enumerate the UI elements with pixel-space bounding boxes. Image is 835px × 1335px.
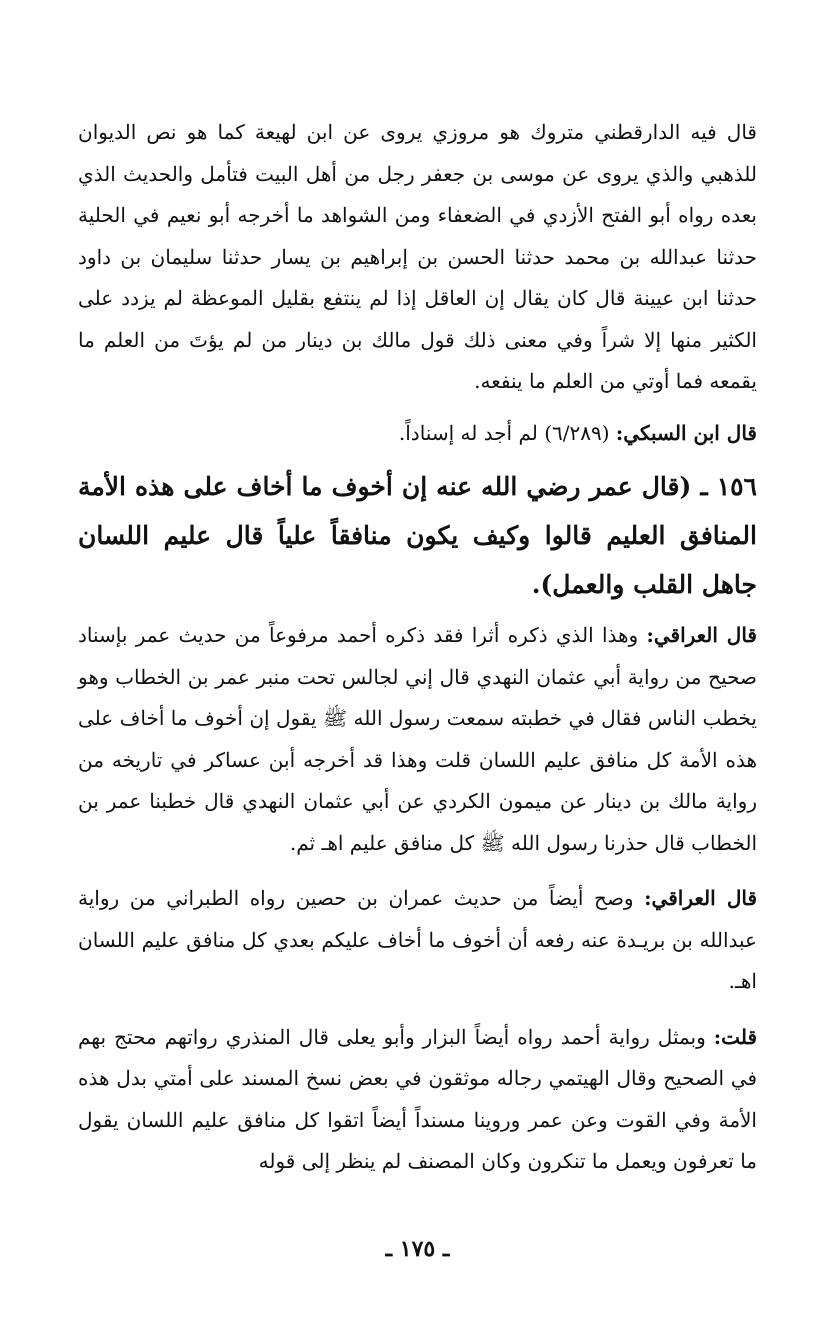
paragraph-qultu <box>78 1017 757 1183</box>
iraqi-2-text: وصح أيضاً من حديث عمران بن حصين رواه الطبراني من رواية عبدالله بن بريـدة عنه رفعه أن أخوف ما أخاف عليكم بعدي كل منافق عليم اللسان اهـ. <box>78 886 757 993</box>
iraqi-1-text: وهذا الذي ذكره أثرا فقد ذكره أحمد مرفوعاً من حديث عمر بإسناد صحيح من رواية أبي عثمان النهدي قال إني لجالس تحت منبر عمر بن الخطاب وهو يخطب الناس فقال في خطبته سمعت رسول الله ﷺ يقول إن أخوف ما أخاف على هذه الأمة كل منافق عليم اللسان قلت وهذا قد أخرجه أبن عساكر في تاريخه من رواية مالك بن دينار عن ميمون الكردي عن أبي عثمان النهدي قال خطبنا عمر بن الخطاب قال حذرنا رسول الله ﷺ كل منافق عليم اهـ ثم. <box>78 623 757 855</box>
qultu-lead: قلت: <box>713 1024 757 1049</box>
qultu-text: وبمثل رواية أحمد رواه أيضاً البزار وأبو يعلى قال المنذري رواتهم محتج بهم في الصحيح وقال الهيتمي رجاله موثقون في بعض نسخ المسند على أمتي بدل هذه الأمة وفي القوت وعن عمر وروينا مسنداً أيضاً اتقوا كل منافق عليم اللسان يقول ما تعرفون ويعمل ما تنكرون وكان المصنف لم ينظر إلى قوله <box>78 1024 757 1173</box>
hadith-heading: ١٥٦ ـ (قال عمر رضي الله عنه إن أخوف ما أخاف على هذه الأمة المنافق العليم قالوا وكيف يكون منافقاً علياً قال عليم اللسان جاهل القلب والعمل). <box>78 472 757 599</box>
subki-lead: قال ابن السبكي: <box>615 420 757 445</box>
paragraph-iraqi-1 <box>78 615 757 864</box>
paragraph-iraqi-2 <box>78 878 757 1003</box>
subki-text: (٦/٢٨٩) لم أجد له إسناداً. <box>398 420 610 445</box>
iraqi-2-lead: قال العراقي: <box>644 886 758 910</box>
page-number: ـ ١٧٥ ـ <box>385 1236 450 1262</box>
iraqi-1-lead: قال العراقي: <box>646 623 757 647</box>
paragraph-subki <box>78 413 757 455</box>
paragraph-intro <box>78 112 757 403</box>
paragraph-intro-text: قال فيه الدارقطني متروك هو مروزي يروى عن ابن لهيعة كما هو نص الديوان للذهبي والذي يروى عن موسى بن جعفر رجل من أهل البيت فتأمل والحديث الذي بعده رواه أبو الفتح الأزدي في الضعفاء ومن الشواهد ما أخرجه أبو نعيم في الحلية حدثنا عبدالله بن محمد حدثنا الحسن بن إبراهيم بن يسار حدثنا سليمان بن داود حدثنا ابن عيينة قال كان يقال إن العاقل إذا لم ينتفع بقليل الموعظة لم يزدد على الكثير منها إلا شراً وفي معنى ذلك قول مالك بن دينار من لم يؤتَ من العلم ما يقمعه فما أوتي من العلم ما ينفعه. <box>78 120 757 393</box>
